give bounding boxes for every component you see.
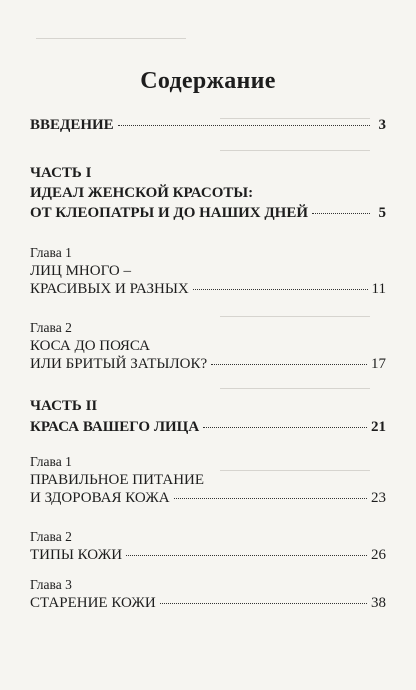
toc-entry-title: ИЛИ БРИТЫЙ ЗАТЫЛОК?: [30, 356, 208, 372]
toc-entry-title: КРАСИВЫХ И РАЗНЫХ: [30, 281, 189, 297]
dot-leader: [160, 603, 367, 604]
chapter-label: Глава 1: [30, 454, 72, 469]
toc-page-number: 23: [371, 490, 386, 506]
toc-entry-chapter[interactable]: [30, 489, 386, 508]
dot-leader: [126, 555, 367, 556]
toc-entry-title: ВВЕДЕНИЕ: [30, 117, 114, 133]
chapter-title-line: ЛИЦ МНОГО –: [30, 263, 131, 279]
toc-page-number: 26: [371, 547, 386, 563]
part-title-line: ИДЕАЛ ЖЕНСКОЙ КРАСОТЫ:: [30, 185, 254, 201]
part-label: ЧАСТЬ II: [30, 398, 98, 414]
toc-entry-intro[interactable]: [30, 116, 386, 135]
toc-entry-title: ТИПЫ КОЖИ: [30, 547, 123, 563]
toc-page-number: 5: [378, 205, 386, 221]
toc-entry-chapter[interactable]: [30, 280, 386, 299]
show-through-line: [220, 388, 370, 389]
toc-entry-title: КРАСА ВАШЕГО ЛИЦА: [30, 419, 200, 435]
chapter-label: Глава 3: [30, 577, 72, 592]
show-through-line: [36, 38, 186, 39]
dot-leader: [312, 213, 370, 214]
toc-page-number: 38: [371, 595, 386, 611]
dot-leader: [193, 289, 368, 290]
dot-leader: [211, 364, 367, 365]
toc-page-number: 11: [371, 281, 386, 297]
dot-leader: [118, 125, 370, 126]
toc-entry-chapter[interactable]: [30, 546, 386, 565]
toc-entry-part1[interactable]: [30, 204, 386, 223]
chapter-label: Глава 2: [30, 320, 72, 335]
toc-page-number: 17: [371, 356, 386, 372]
show-through-line: [220, 150, 370, 151]
part-label: ЧАСТЬ I: [30, 165, 92, 181]
toc-page-number: 21: [371, 419, 386, 435]
show-through-line: [220, 316, 370, 317]
chapter-title-line: КОСА ДО ПОЯСА: [30, 338, 150, 354]
toc-page-number: 3: [378, 117, 386, 133]
dot-leader: [174, 498, 367, 499]
toc-entry-title: ОТ КЛЕОПАТРЫ И ДО НАШИХ ДНЕЙ: [30, 205, 309, 221]
page-title: Содержание: [140, 68, 276, 94]
chapter-label: Глава 1: [30, 245, 72, 260]
chapter-title-line: ПРАВИЛЬНОЕ ПИТАНИЕ: [30, 472, 205, 488]
chapter-label: Глава 2: [30, 529, 72, 544]
dot-leader: [203, 427, 367, 428]
toc-entry-part2[interactable]: [30, 418, 386, 437]
toc-entry-title: СТАРЕНИЕ КОЖИ: [30, 595, 156, 611]
toc-entry-chapter[interactable]: [30, 355, 386, 374]
toc-entry-title: И ЗДОРОВАЯ КОЖА: [30, 490, 170, 506]
toc-entry-chapter[interactable]: [30, 594, 386, 613]
